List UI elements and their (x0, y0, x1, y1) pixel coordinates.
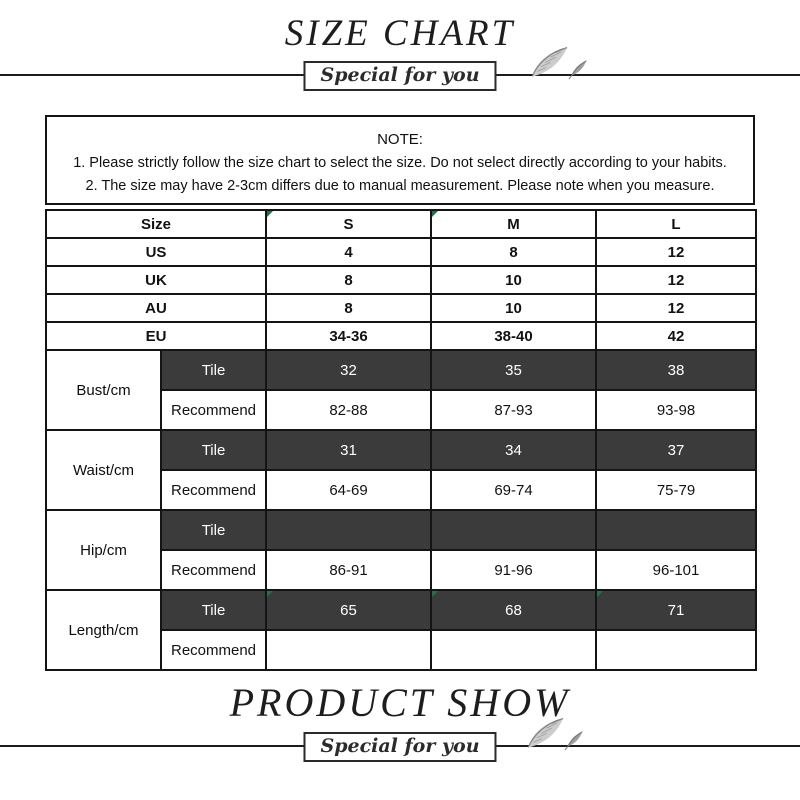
size-m-cell: M (431, 210, 596, 238)
waist-tile-cell: 34 (431, 430, 596, 470)
hip-tile-cell (596, 510, 756, 550)
note-line-2: 2. The size may have 2-3cm differs due to manual measurement. Please note when you measure. (85, 178, 715, 195)
us-value-cell: 12 (596, 238, 756, 266)
recommend-sublabel-cell: Recommend (161, 470, 266, 510)
us-value-cell: 8 (431, 238, 596, 266)
table-row-uk (46, 266, 756, 294)
note-title: NOTE: (377, 131, 423, 148)
bust-recommend-cell: 87-93 (431, 390, 596, 430)
us-value-cell: 4 (266, 238, 431, 266)
eu-value-cell: 42 (596, 322, 756, 350)
feather-icon (522, 715, 592, 751)
bust-tile-cell: 38 (596, 350, 756, 390)
hip-group-label: Hip/cm (46, 510, 161, 590)
special-ribbon-label: Special for you (320, 735, 480, 757)
excel-mark-icon (432, 211, 438, 217)
hip-tile-cell (431, 510, 596, 550)
length-recommend-cell (596, 630, 756, 670)
uk-value-cell: 8 (266, 266, 431, 294)
table-row-eu (46, 322, 756, 350)
table-row-length-tile (46, 590, 756, 630)
size-label-cell: Size (46, 210, 266, 238)
au-value-cell: 12 (596, 294, 756, 322)
uk-value-cell: 12 (596, 266, 756, 294)
waist-group-label: Waist/cm (46, 430, 161, 510)
size-l-cell: L (596, 210, 756, 238)
uk-value-cell: 10 (431, 266, 596, 294)
tile-sublabel-cell: Tile (161, 510, 266, 550)
size-chart-title: SIZE CHART (284, 13, 516, 54)
size-table (45, 209, 757, 671)
size-s-cell: S (266, 210, 431, 238)
au-value-cell: 10 (431, 294, 596, 322)
bust-recommend-cell: 93-98 (596, 390, 756, 430)
bust-group-label: Bust/cm (46, 350, 161, 430)
special-ribbon-bottom (303, 732, 496, 762)
recommend-sublabel-cell: Recommend (161, 550, 266, 590)
bust-recommend-cell: 82-88 (266, 390, 431, 430)
length-recommend-cell (431, 630, 596, 670)
waist-tile-cell: 37 (596, 430, 756, 470)
recommend-sublabel-cell: Recommend (161, 630, 266, 670)
au-value-cell: 8 (266, 294, 431, 322)
table-row-size (46, 210, 756, 238)
length-tile-cell: 68 (431, 590, 596, 630)
table-row-waist-tile (46, 430, 756, 470)
tile-sublabel-cell: Tile (161, 350, 266, 390)
us-label-cell: US (46, 238, 266, 266)
eu-label-cell: EU (46, 322, 266, 350)
excel-mark-icon (267, 211, 273, 217)
excel-mark-icon (597, 591, 603, 597)
note-line-1: 1. Please strictly follow the size chart to select the size. Do not select directly according to your habits. (73, 155, 727, 171)
uk-label-cell: UK (46, 266, 266, 294)
table-row-us (46, 238, 756, 266)
special-ribbon-top (303, 61, 496, 91)
length-tile-cell: 71 (596, 590, 756, 630)
feather-icon (526, 44, 596, 80)
product-show-banner (0, 671, 800, 773)
bust-tile-cell: 35 (431, 350, 596, 390)
au-label-cell: AU (46, 294, 266, 322)
table-row-hip-tile (46, 510, 756, 550)
size-chart-banner (0, 0, 800, 113)
hip-recommend-cell: 86-91 (266, 550, 431, 590)
table-row-au (46, 294, 756, 322)
hip-tile-cell (266, 510, 431, 550)
length-recommend-cell (266, 630, 431, 670)
eu-value-cell: 34-36 (266, 322, 431, 350)
waist-tile-cell: 31 (266, 430, 431, 470)
waist-recommend-cell: 75-79 (596, 470, 756, 510)
hip-recommend-cell: 96-101 (596, 550, 756, 590)
length-tile-cell: 65 (266, 590, 431, 630)
waist-recommend-cell: 64-69 (266, 470, 431, 510)
recommend-sublabel-cell: Recommend (161, 390, 266, 430)
special-ribbon-label: Special for you (320, 64, 480, 86)
excel-mark-icon (267, 591, 273, 597)
tile-sublabel-cell: Tile (161, 590, 266, 630)
bust-tile-cell: 32 (266, 350, 431, 390)
table-row-bust-tile (46, 350, 756, 390)
tile-sublabel-cell: Tile (161, 430, 266, 470)
note-box (45, 115, 755, 205)
length-group-label: Length/cm (46, 590, 161, 670)
product-show-title: PRODUCT SHOW (229, 680, 571, 725)
eu-value-cell: 38-40 (431, 322, 596, 350)
excel-mark-icon (432, 591, 438, 597)
waist-recommend-cell: 69-74 (431, 470, 596, 510)
hip-recommend-cell: 91-96 (431, 550, 596, 590)
